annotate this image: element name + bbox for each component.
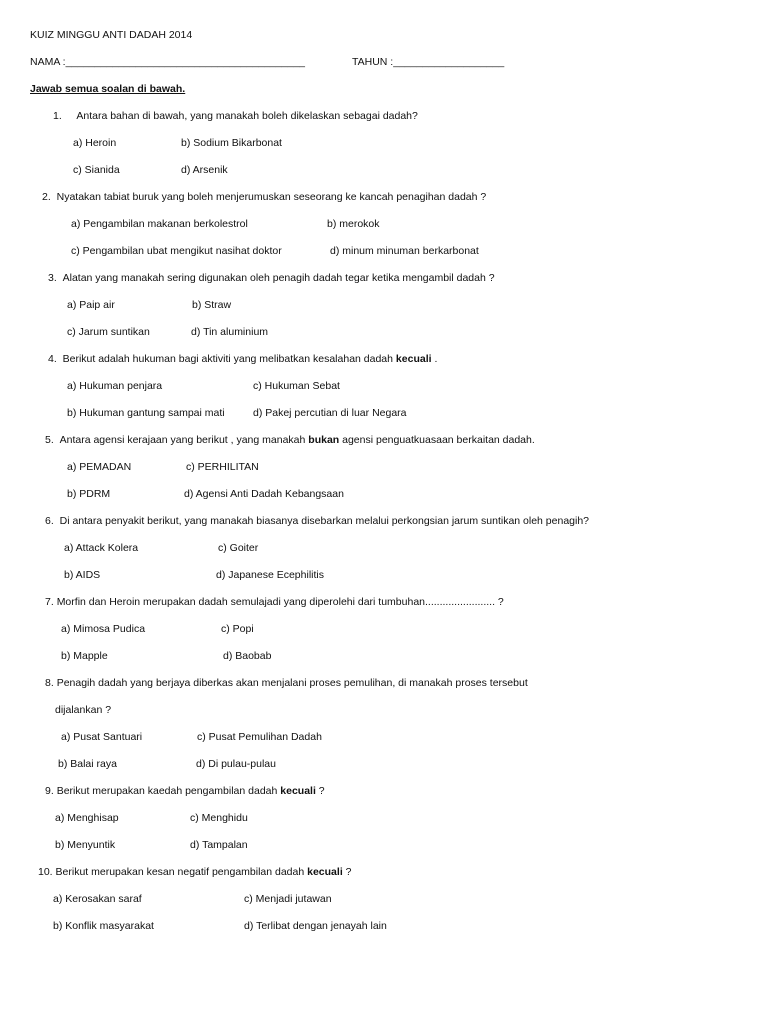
question-text: Morfin dan Heroin merupakan dadah semulajadi yang diperolehi dari tumbuhan........................ ?: [56, 596, 504, 608]
nama-blank: _________________________________________: [65, 56, 306, 68]
option: c) Jarum suntikan: [67, 326, 150, 338]
question-text: Berikut merupakan kesan negatif pengambilan dadah: [55, 866, 308, 878]
question-9: [45, 785, 325, 798]
question-7: [45, 596, 504, 609]
option: d) Pakej percutian di luar Negara: [253, 407, 407, 419]
option: d) Baobab: [223, 650, 272, 662]
option: d) Arsenik: [181, 164, 228, 176]
option: d) Tin aluminium: [191, 326, 269, 338]
option: c) Hukuman Sebat: [253, 380, 340, 392]
question-number: 5.: [45, 434, 54, 446]
option: b) Hukuman gantung sampai mati: [67, 407, 225, 419]
question-number: 3.: [48, 272, 57, 284]
option: c) Menjadi jutawan: [244, 893, 332, 905]
keyword-bukan: bukan: [308, 434, 340, 446]
option: a) PEMADAN: [67, 461, 132, 473]
question-text-end: agensi penguatkuasaan berkaitan dadah.: [339, 434, 535, 446]
option: d) minum minuman berkarbonat: [330, 245, 479, 257]
instruction: Jawab semua soalan di bawah.: [30, 83, 186, 95]
option: c) Goiter: [218, 542, 259, 554]
tahun-blank: ___________________: [393, 56, 505, 68]
page-title: KUIZ MINGGU ANTI DADAH 2014: [30, 29, 193, 41]
option: b) merokok: [327, 218, 380, 230]
option: a) Mimosa Pudica: [61, 623, 146, 635]
question-8: [45, 677, 528, 690]
question-text: Berikut adalah hukuman bagi aktiviti yang melibatkan kesalahan dadah: [62, 353, 396, 365]
option: b) Konflik masyarakat: [53, 920, 154, 932]
question-4: [48, 353, 437, 366]
option: b) Menyuntik: [55, 839, 116, 851]
question-text: Penagih dadah yang berjaya diberkas akan menjalani proses pemulihan, di manakah proses tersebut: [56, 677, 528, 689]
question-text: Antara bahan di bawah, yang manakah boleh dikelaskan sebagai dadah?: [76, 110, 418, 122]
question-number: 4.: [48, 353, 57, 365]
question-10: [38, 866, 352, 879]
question-text: Berikut merupakan kaedah pengambilan dadah: [56, 785, 281, 797]
option: a) Hukuman penjara: [67, 380, 163, 392]
option: a) Pengambilan makanan berkolestrol: [71, 218, 248, 230]
nama-field: [30, 56, 305, 69]
option: a) Kerosakan saraf: [53, 893, 142, 905]
option: a) Menghisap: [55, 812, 119, 824]
option: d) Di pulau-pulau: [196, 758, 276, 770]
keyword-kecuali: kecuali: [280, 785, 316, 797]
option: d) Terlibat dengan jenayah lain: [244, 920, 387, 932]
option: c) Pusat Pemulihan Dadah: [197, 731, 322, 743]
question-number: 8.: [45, 677, 54, 689]
question-text-end: .: [431, 353, 438, 365]
question-text-continued: dijalankan ?: [55, 704, 112, 716]
option: d) Japanese Ecephilitis: [216, 569, 324, 581]
question-number: 9.: [45, 785, 54, 797]
question-2: [42, 191, 486, 204]
option: d) Agensi Anti Dadah Kebangsaan: [184, 488, 344, 500]
question-text: Alatan yang manakah sering digunakan oleh penagih dadah tegar ketika mengambil dadah ?: [62, 272, 495, 284]
question-5: [45, 434, 535, 447]
question-number: 1.: [53, 110, 62, 122]
option: a) Heroin: [73, 137, 117, 149]
tahun-label: TAHUN :: [352, 56, 394, 68]
question-text-end: ?: [342, 866, 352, 878]
option: a) Attack Kolera: [64, 542, 139, 554]
option: c) Sianida: [73, 164, 120, 176]
nama-label: NAMA :: [30, 56, 66, 68]
option: b) Balai raya: [58, 758, 117, 770]
option: c) Pengambilan ubat mengikut nasihat doktor: [71, 245, 282, 257]
question-text: Antara agensi kerajaan yang berikut , yang manakah: [59, 434, 309, 446]
question-3: [48, 272, 495, 285]
option: b) Mapple: [61, 650, 108, 662]
option: b) Straw: [192, 299, 232, 311]
keyword-kecuali: kecuali: [395, 353, 432, 365]
keyword-kecuali: kecuali: [307, 866, 343, 878]
option: b) AIDS: [64, 569, 101, 581]
question-text: Nyatakan tabiat buruk yang boleh menjerumuskan seseorang ke kancah penagihan dadah ?: [56, 191, 487, 203]
option: d) Tampalan: [190, 839, 248, 851]
question-number: 6.: [45, 515, 54, 527]
question-number: 7.: [45, 596, 54, 608]
option: a) Pusat Santuari: [61, 731, 143, 743]
option: c) PERHILITAN: [186, 461, 259, 473]
question-text: Di antara penyakit berikut, yang manakah biasanya disebarkan melalui perkongsian jarum suntikan oleh penagih?: [59, 515, 590, 527]
question-number: 10.: [38, 866, 53, 878]
question-number: 2.: [42, 191, 51, 203]
option: c) Menghidu: [190, 812, 248, 824]
option: b) Sodium Bikarbonat: [181, 137, 282, 149]
question-6: [45, 515, 589, 528]
question-1: [53, 110, 418, 123]
option: c) Popi: [221, 623, 254, 635]
option: b) PDRM: [67, 488, 111, 500]
option: a) Paip air: [67, 299, 115, 311]
tahun-field: [352, 56, 504, 69]
question-text-end: ?: [315, 785, 325, 797]
